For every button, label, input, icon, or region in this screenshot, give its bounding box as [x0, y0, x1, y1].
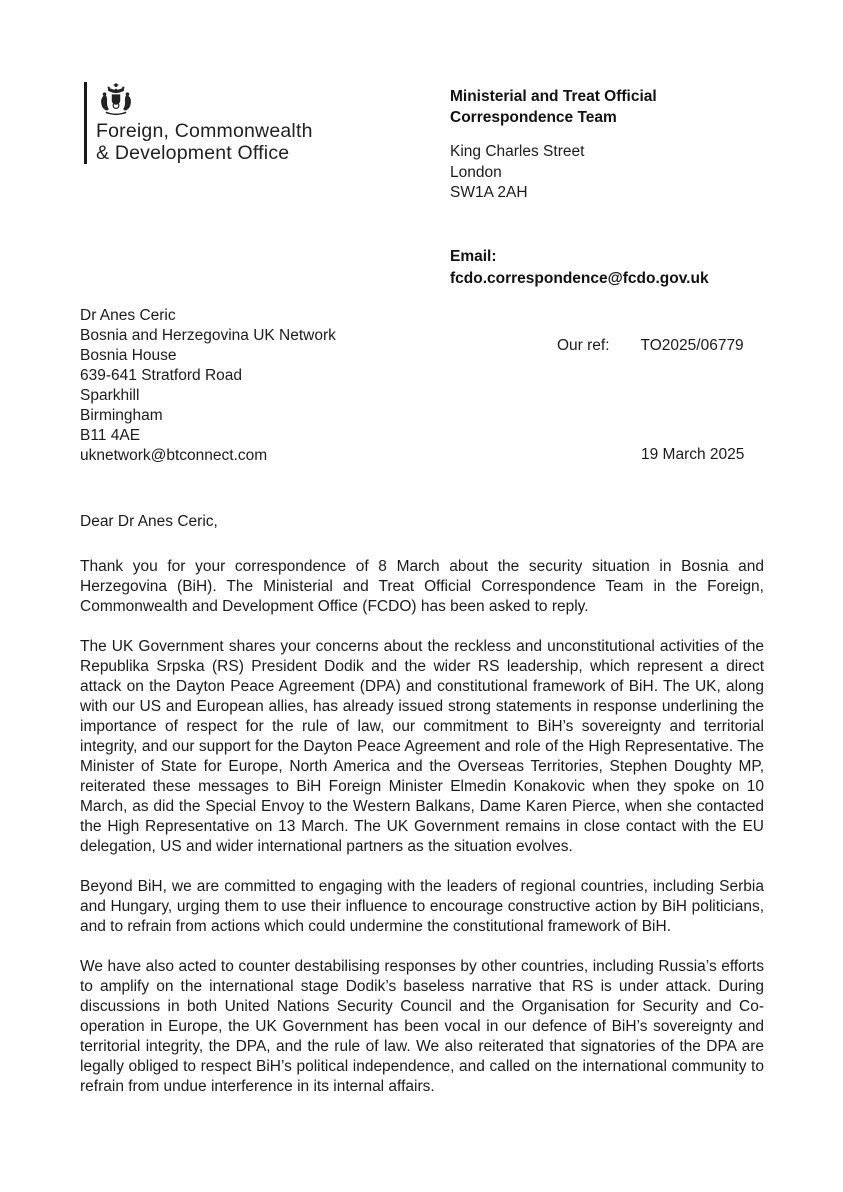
reference-line [557, 337, 744, 355]
org-name-line-2: & Development Office [96, 142, 290, 164]
sender-team-line-1: Ministerial and Treat Official [450, 88, 657, 105]
recipient-line: Birmingham [80, 407, 163, 424]
logo-vertical-bar [84, 82, 87, 164]
recipient-line: Dr Anes Ceric [80, 307, 176, 324]
paragraph-3: Beyond BiH, we are committed to engaging with the leaders of regional countries, including Serbia and Hungary, urging them to use their influence to encourage constructive action by BiH politicians, and to refrain from actions which could undermine the constitutional framework of BiH. [80, 878, 764, 935]
paragraph-2: The UK Government shares your concerns about the reckless and unconstitutional activities of the Republika Srpska (RS) President Dodik and the wider RS leadership, which represent a direct attack on the Dayton Peace Agreement (DPA) and constitutional framework of BiH. The UK, along with our US and European allies, has already issued strong statements in response underlining the importance of respect for the rule of law, our commitment to BiH’s sovereignty and territorial integrity, and our support for the Dayton Peace Agreement and role of the High Representative. The Minister of State for Europe, North America and the Overseas Territories, Stephen Doughty MP, reiterated these messages to BiH Foreign Minister Elmedin Konakovic when they spoke on 10 March, as did the Special Envoy to the Western Balkans, Dame Karen Pierce, when she contacted the High Representative on 13 March. The UK Government remains in close contact with the EU delegation, US and wider international partners as the situation evolves. [80, 638, 764, 855]
paragraph-4: We have also acted to counter destabilising responses by other countries, including Russia’s efforts to amplify on the international stage Dodik’s baseless narrative that RS is under attack. During discussions in both United Nations Security Council and the Organisation for Security and Co-operation in Europe, the UK Government has been vocal in our defence of BiH’s sovereignty and territorial integrity, the DPA, and the rule of law. We also reiterated that signatories of the DPA are legally obliged to respect BiH’s political independence, and called on the international community to refrain from undue interference in its internal affairs. [80, 958, 764, 1095]
recipient-line: Bosnia and Herzegovina UK Network [80, 327, 336, 344]
letter-date: 19 March 2025 [641, 446, 745, 463]
paragraph-1: Thank you for your correspondence of 8 March about the security situation in Bosnia and Herzegovina (BiH). The Ministerial and Treat Official Correspondence Team in the Foreign, Commonwealth and Development Office (FCDO) has been asked to reply. [80, 558, 764, 615]
royal-crest-icon [97, 83, 135, 117]
sender-block [450, 86, 657, 204]
email-address: fcdo.correspondence@fcdo.gov.uk [450, 269, 709, 287]
sender-address-line: London [450, 163, 502, 181]
salutation: Dear Dr Anes Ceric, [80, 513, 218, 530]
email-label: Email: [450, 248, 497, 265]
sender-address-line: SW1A 2AH [450, 184, 528, 201]
sender-team-line-2: Correspondence Team [450, 109, 617, 126]
recipient-line: 639-641 Stratford Road [80, 367, 242, 384]
recipient-address-block [80, 306, 336, 466]
reference-label: Our ref: [557, 337, 610, 354]
recipient-line: B11 4AE [80, 427, 141, 444]
sender-address-line: King Charles Street [450, 143, 585, 160]
sender-email-block [450, 246, 709, 289]
recipient-line: uknetwork@btconnect.com [80, 447, 268, 464]
recipient-line: Bosnia House [80, 347, 177, 364]
org-name-line-1: Foreign, Commonwealth [96, 120, 313, 142]
letter-body [80, 512, 764, 1117]
reference-value: TO2025/06779 [640, 337, 744, 354]
fcdo-logo [84, 82, 313, 164]
recipient-line: Sparkhill [80, 387, 140, 404]
